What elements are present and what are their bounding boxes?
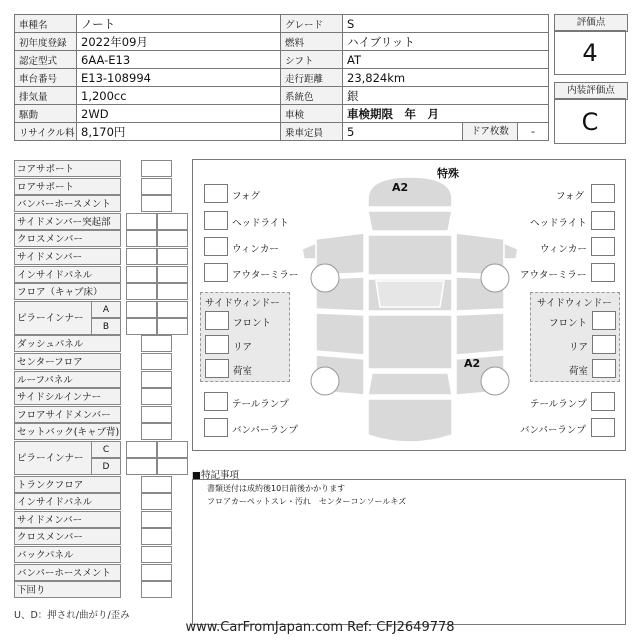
frame-left-cell[interactable]	[126, 248, 157, 265]
frame-part-label: バンパーホースメント	[14, 195, 121, 212]
tail-lamp-right-label: テールランプ	[530, 399, 587, 410]
winker-left-label: ウィンカー	[232, 244, 279, 255]
displacement-value: 1,200cc	[77, 87, 281, 105]
side-window-right-title: サイドウィンドー	[537, 298, 612, 309]
frame-part-label: バックパネル	[14, 546, 121, 563]
frame-center-cell[interactable]	[141, 564, 172, 581]
capacity-value: 5	[343, 123, 463, 141]
frame-part-label: クロスメンバー	[14, 230, 121, 247]
bumper-lamp-right-checkbox[interactable]	[591, 418, 615, 437]
frame-part-label: ピラーインナー	[14, 441, 121, 475]
headlight-right-label: ヘッドライト	[530, 218, 587, 229]
tail-lamp-left-label: テールランプ	[232, 399, 289, 410]
right-rear-door[interactable]	[456, 313, 504, 355]
frame-center-cell[interactable]	[141, 581, 172, 598]
outer-mirror-right-label: アウターミラー	[520, 270, 587, 281]
footer-watermark: www.CarFromJapan.com Ref: CFJ2649778	[185, 620, 455, 635]
chassis-label: 車台番号	[15, 69, 77, 87]
interior-score-value: C	[554, 98, 626, 144]
winker-right-checkbox[interactable]	[591, 237, 615, 256]
frame-part-label: トランクフロア	[14, 476, 121, 493]
frame-part-label: クロスメンバー	[14, 528, 121, 545]
mileage-label: 走行距離	[281, 69, 343, 87]
side-window-left-title: サイドウィンドー	[205, 298, 280, 309]
headlight-left-checkbox[interactable]	[204, 211, 228, 230]
tail-lamp-right-checkbox[interactable]	[591, 392, 615, 411]
frame-center-cell[interactable]	[141, 546, 172, 563]
capacity-label: 乗車定員	[281, 123, 343, 141]
frame-left-cell[interactable]	[126, 458, 157, 475]
side-window-right-front-checkbox[interactable]	[592, 311, 616, 330]
frame-left-cell[interactable]	[126, 266, 157, 283]
color-label: 系統色	[281, 87, 343, 105]
side-window-right-front-label: フロント	[549, 318, 588, 329]
outer-mirror-left-checkbox[interactable]	[204, 263, 228, 282]
frame-right-cell[interactable]	[157, 230, 188, 247]
side-window-right-group	[530, 292, 620, 382]
trunk-panel[interactable]	[368, 373, 452, 395]
pillar-sub-label: C	[91, 441, 121, 458]
frame-part-label: ルーフパネル	[14, 371, 121, 388]
frame-part-label: サイドメンバー	[14, 248, 121, 265]
outer-mirror-left-label: アウターミラー	[232, 270, 299, 281]
right-mirror[interactable]	[504, 243, 518, 259]
frame-part-label: 下回り	[14, 581, 121, 598]
inspection-value: 車検期限 年 月	[343, 105, 549, 123]
recycle-label: リサイクル料	[15, 123, 77, 141]
frame-part-label: サイドメンバー突起部	[14, 213, 121, 230]
roof-window	[376, 281, 444, 307]
first-reg-value: 2022年09月	[77, 33, 281, 51]
fuel-label: 燃料	[281, 33, 343, 51]
doors-label: ドア枚数	[463, 123, 518, 140]
grade-label: グレード	[281, 15, 343, 33]
frame-center-cell[interactable]	[141, 493, 172, 510]
side-window-left-front-checkbox[interactable]	[205, 311, 229, 330]
outer-mirror-right-checkbox[interactable]	[591, 263, 615, 282]
model-label: 認定型式	[15, 51, 77, 69]
frame-part-label: コアサポート	[14, 160, 121, 177]
hood-middle[interactable]	[368, 211, 452, 231]
shift-value: AT	[343, 51, 549, 69]
frame-center-cell[interactable]	[141, 511, 172, 528]
mileage-value: 23,824km	[343, 69, 549, 87]
frame-part-label: バンパーホースメント	[14, 564, 121, 581]
right-rear-wheel[interactable]	[481, 367, 509, 395]
headlight-right-checkbox[interactable]	[591, 211, 615, 230]
notes-line-1: 書類送付は成約後10日前後かかります	[207, 484, 346, 493]
pillar-sub-label: B	[91, 318, 121, 335]
side-window-left-front-label: フロント	[233, 318, 272, 329]
frame-left-cell[interactable]	[126, 318, 157, 335]
frame-right-cell[interactable]	[157, 213, 188, 230]
frame-center-cell[interactable]	[141, 406, 172, 423]
side-window-right-cargo-checkbox[interactable]	[592, 359, 616, 378]
frame-right-cell[interactable]	[157, 318, 188, 335]
frame-part-label: ピラーインナー	[14, 301, 121, 335]
damage-mark-rear-door: A2	[464, 357, 481, 370]
frame-part-label: インサイドパネル	[14, 266, 121, 283]
fog-right-label: フォグ	[556, 191, 585, 202]
side-window-left-rear-label: リア	[233, 342, 253, 353]
frame-part-label: フロアサイドメンバー	[14, 406, 121, 423]
frame-center-cell[interactable]	[141, 388, 172, 405]
frame-part-label: サイドシルインナー	[14, 388, 121, 405]
frame-left-cell[interactable]	[126, 301, 157, 318]
rear-bumper[interactable]	[368, 399, 452, 442]
left-front-wheel[interactable]	[311, 264, 339, 292]
frame-right-cell[interactable]	[157, 441, 188, 458]
color-value: 銀	[343, 87, 549, 105]
fog-left-label: フォグ	[232, 191, 261, 202]
frame-part-label: サイドメンバー	[14, 511, 121, 528]
pillar-sub-label: A	[91, 301, 121, 318]
score-value: 4	[554, 30, 626, 75]
side-window-left-cargo-checkbox[interactable]	[205, 359, 229, 378]
winker-right-label: ウィンカー	[540, 244, 587, 255]
inspection-label: 車検	[281, 105, 343, 123]
drive-label: 駆動	[15, 105, 77, 123]
displacement-label: 排気量	[15, 87, 77, 105]
model-value: 6AA-E13	[77, 51, 281, 69]
notes-title: ■特記事項	[192, 470, 239, 481]
frame-part-label: ダッシュパネル	[14, 335, 121, 352]
diagram-title: 特殊	[437, 167, 459, 180]
vehicle-info-table	[14, 14, 549, 141]
fog-left-checkbox[interactable]	[204, 184, 228, 203]
frame-center-cell[interactable]	[141, 423, 172, 440]
front-roof-panel[interactable]	[368, 235, 452, 275]
shasyu-value: ノート	[77, 15, 281, 33]
frame-center-cell[interactable]	[141, 353, 172, 370]
side-window-left-rear-checkbox[interactable]	[205, 335, 229, 354]
bumper-lamp-left-checkbox[interactable]	[204, 418, 228, 437]
frame-center-cell[interactable]	[141, 528, 172, 545]
frame-center-cell[interactable]	[141, 178, 172, 195]
pillar-sub-label: D	[91, 458, 121, 475]
fog-right-checkbox[interactable]	[591, 184, 615, 203]
bumper-lamp-left-label: バンパーランプ	[232, 425, 298, 436]
recycle-value: 8,170円	[77, 123, 281, 141]
fuel-value: ハイブリット	[343, 33, 549, 51]
right-front-wheel[interactable]	[481, 264, 509, 292]
notes-line-2: フロアカーペットスレ・汚れ センターコンソールキズ	[207, 497, 407, 506]
left-mirror[interactable]	[302, 243, 316, 259]
chassis-value: E13-108994	[77, 69, 281, 87]
first-reg-label: 初年度登録	[15, 33, 77, 51]
frame-right-cell[interactable]	[157, 458, 188, 475]
frame-right-cell[interactable]	[157, 266, 188, 283]
frame-right-cell[interactable]	[157, 283, 188, 300]
grade-value: S	[343, 15, 549, 33]
legend-text: U、D：押され/曲がり/歪み	[14, 610, 130, 621]
left-rear-wheel[interactable]	[311, 367, 339, 395]
doors-value: -	[531, 125, 535, 138]
frame-center-cell[interactable]	[141, 160, 172, 177]
frame-right-cell[interactable]	[157, 301, 188, 318]
shift-label: シフト	[281, 51, 343, 69]
frame-center-cell[interactable]	[141, 195, 172, 212]
shasyu-label: 車種名	[15, 15, 77, 33]
drive-value: 2WD	[77, 105, 281, 123]
rear-roof-panel[interactable]	[368, 315, 452, 369]
frame-center-cell[interactable]	[141, 371, 172, 388]
headlight-left-label: ヘッドライト	[232, 218, 289, 229]
frame-part-label: センターフロア	[14, 353, 121, 370]
score-label: 評価点	[554, 14, 628, 32]
frame-left-cell[interactable]	[126, 441, 157, 458]
side-window-left-cargo-label: 荷室	[233, 366, 253, 377]
left-rear-door[interactable]	[316, 313, 364, 355]
frame-left-cell[interactable]	[126, 283, 157, 300]
frame-part-label: フロア（キャブ床）	[14, 283, 121, 300]
frame-center-cell[interactable]	[141, 335, 172, 352]
frame-part-label: セットバック(キャブ背)	[14, 423, 121, 440]
side-window-right-cargo-label: 荷室	[569, 366, 589, 377]
side-window-right-rear-label: リア	[569, 342, 589, 353]
winker-left-checkbox[interactable]	[204, 237, 228, 256]
frame-left-cell[interactable]	[126, 213, 157, 230]
interior-score-label: 内装評価点	[554, 82, 628, 100]
frame-center-cell[interactable]	[141, 476, 172, 493]
bumper-lamp-right-label: バンパーランプ	[520, 425, 586, 436]
frame-part-label: インサイドパネル	[14, 493, 121, 510]
side-window-left-group	[200, 292, 290, 382]
frame-right-cell[interactable]	[157, 248, 188, 265]
frame-part-label: ロアサポート	[14, 178, 121, 195]
notes-box	[192, 479, 626, 625]
side-window-right-rear-checkbox[interactable]	[592, 335, 616, 354]
frame-left-cell[interactable]	[126, 230, 157, 247]
tail-lamp-left-checkbox[interactable]	[204, 392, 228, 411]
damage-mark-hood: A2	[392, 181, 409, 194]
hood-top[interactable]	[368, 177, 452, 207]
